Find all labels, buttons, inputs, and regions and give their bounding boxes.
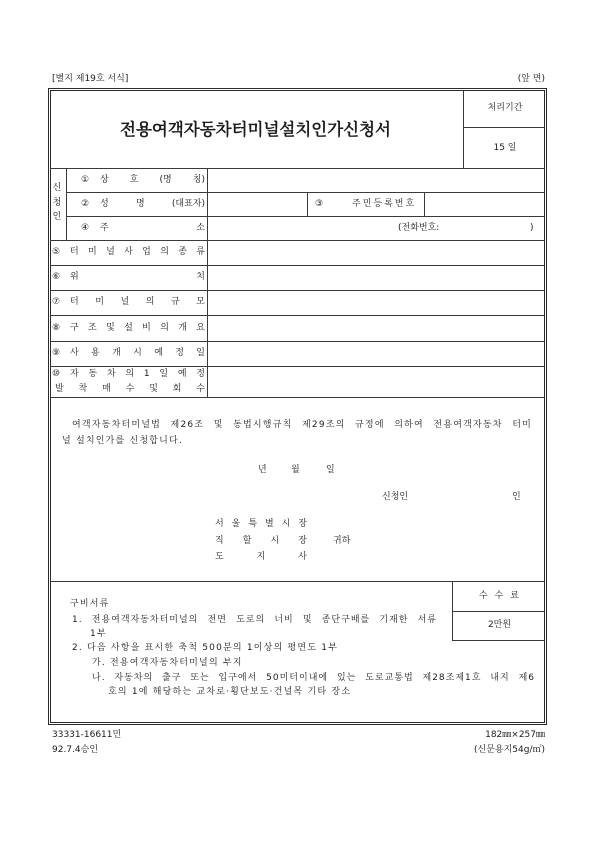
- row-divider: [50, 397, 545, 398]
- daily-departures-label-line2: 발 착 매 수 및 회 수: [55, 384, 205, 394]
- applicant-group-divider: [66, 168, 67, 240]
- date-year-label: 년: [258, 465, 267, 475]
- terminal-scale-value-cell: [208, 291, 545, 315]
- location-label: 위 치: [70, 272, 205, 282]
- terminal-scale-label: 터 미 널 의 규 모: [70, 297, 205, 307]
- required-doc-item: 2. 다음 사항을 표시한 축척 500분의 1이상의 평면도 1부: [72, 643, 339, 653]
- fee-box-left: [452, 581, 453, 640]
- required-doc-item-cont: 1부: [90, 629, 107, 639]
- fee-value: 2만원: [487, 620, 512, 630]
- resident-no-left-divider: [307, 192, 308, 216]
- resident-no-value-cell: [425, 193, 545, 216]
- field-number: ③: [315, 199, 324, 209]
- representative-value-cell: [208, 193, 307, 216]
- paper-size: 182㎜×257㎜: [485, 730, 545, 740]
- processing-divider: [463, 127, 545, 128]
- approval-date: 92.7.4승인: [52, 745, 99, 755]
- statement-line: 널 설치인가를 신청합니다.: [62, 436, 184, 446]
- date-month-label: 월: [291, 465, 300, 475]
- phone-label: (전화번호:: [398, 223, 440, 233]
- daily-departures-value-cell: [208, 367, 545, 397]
- fee-box-bottom: [452, 640, 545, 641]
- seal-mark: 인: [512, 492, 521, 502]
- required-doc-subitem: 가. 전용여객자동차터미널의 부지: [92, 658, 243, 668]
- required-docs-heading: 구비서류: [70, 599, 110, 609]
- honorific: 귀하: [333, 536, 351, 546]
- field-number: ②: [81, 199, 90, 209]
- field-number: ⑧: [52, 323, 61, 333]
- location-value-cell: [208, 266, 545, 290]
- form-reference: [별지 제19호 서식]: [52, 74, 129, 84]
- processing-period-label: 처리기간: [487, 103, 523, 113]
- field-number: ④: [81, 223, 90, 233]
- resident-no-label: 주민등록번호: [352, 199, 417, 209]
- date-day-label: 일: [326, 465, 335, 475]
- address-label: 주 소: [100, 223, 205, 233]
- terminal-business-type-label: 터 미 널 사 업 의 종 류: [70, 247, 205, 257]
- field-number: ⑨: [52, 348, 61, 358]
- required-doc-item: 1. 전용여객자동차터미널의 전면 도로의 너비 및 종단구배를 기재한 서류: [72, 615, 437, 625]
- paper-type: (신문용지54g/㎡): [474, 745, 545, 755]
- field-number: ⑦: [52, 297, 61, 307]
- representative-label: 성 명 (대표자): [100, 199, 205, 209]
- required-doc-subitem: 나. 자동차의 출구 또는 입구에서 50미터이내에 있는 도로교통법 제28조제1호 내지 제6: [92, 673, 535, 683]
- field-number: ⑩: [52, 369, 61, 379]
- trade-name-value-cell: [208, 169, 545, 192]
- structure-facilities-value-cell: [208, 316, 545, 341]
- start-date-value-cell: [208, 342, 545, 366]
- addressee-line: 서 울 특 별 시 장: [215, 519, 307, 529]
- trade-name-label: 상 호 (명 칭): [100, 175, 205, 185]
- fee-divider: [452, 611, 545, 612]
- address-value-cell: [208, 217, 545, 240]
- fee-label: 수 수 료: [479, 591, 519, 601]
- page-title: 전용여객자동차터미널설치인가신청서: [120, 120, 391, 139]
- form-code: 33331-16611민: [52, 730, 122, 740]
- page-side-label: (앞 면): [517, 74, 545, 84]
- field-number: ⑤: [52, 247, 61, 257]
- section-divider: [50, 581, 545, 582]
- statement-line: 여객자동차터미널법 제26조 및 동법시행규칙 제29조의 규정에 의하여 전용여객자동차 터미: [72, 420, 532, 430]
- required-doc-subitem-cont: 호의 1에 해당하는 교차로·횡단보도·건널목 기타 장소: [108, 687, 352, 697]
- start-date-label: 사 용 개 시 예 정 일: [70, 348, 205, 358]
- applicant-group-char: 인: [52, 212, 62, 222]
- applicant-signature-label: 신청인: [382, 492, 409, 502]
- applicant-group-char: 신: [52, 183, 62, 193]
- processing-period-value: 15 일: [493, 143, 517, 153]
- field-number: ⑥: [52, 272, 61, 282]
- daily-departures-label: 자 동 차 의 1 일 예 정: [70, 369, 205, 379]
- applicant-group-char: 청: [52, 198, 62, 208]
- addressee-line: 직 할 시 장: [215, 536, 307, 546]
- terminal-business-type-value-cell: [208, 241, 545, 265]
- structure-facilities-label: 구 조 및 설 비 의 개 요: [70, 323, 205, 333]
- addressee-line: 도 지 사: [215, 552, 307, 562]
- field-number: ①: [81, 175, 90, 185]
- phone-close: ): [530, 223, 534, 233]
